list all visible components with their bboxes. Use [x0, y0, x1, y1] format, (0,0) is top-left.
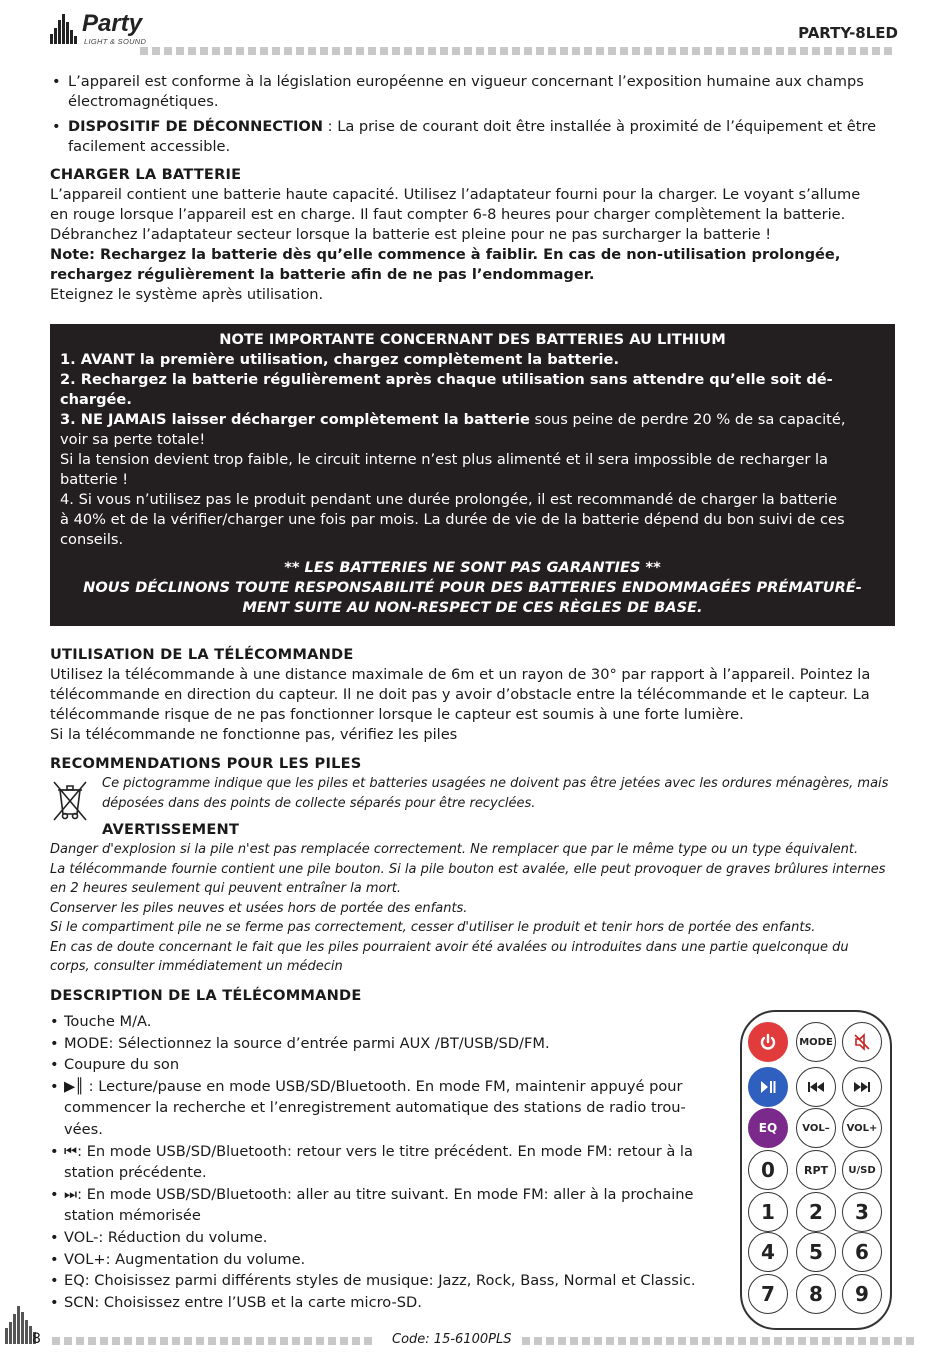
divider-square [184, 1337, 192, 1345]
remote-desc-line: Coupure du son [64, 1056, 180, 1074]
remote-control [740, 1010, 892, 1330]
divider-square [666, 1337, 674, 1345]
weee-text [102, 774, 907, 813]
divider-square [124, 1337, 132, 1345]
charge-line: Débranchez l’adaptateur secteur lorsque la batterie est pleine pour ne pas surcharger la batterie ! [50, 226, 772, 243]
divider-square [690, 1337, 698, 1345]
brand-subtitle: LIGHT & SOUND [84, 37, 147, 46]
divider-square [692, 47, 700, 55]
charge-note: rechargez régulièrement la batterie afin de ne pas l’endommager. [50, 266, 595, 283]
power-icon [759, 1033, 777, 1051]
divider-square [558, 1337, 566, 1345]
disconnect-label: DISPOSITIF DE DÉCONNECTION [68, 118, 324, 135]
divider-square [846, 1337, 854, 1345]
divider-square [654, 1337, 662, 1345]
list-item: • EQ: Choisissez parmi différents styles de musique: Jazz, Rock, Bass, Normal et Classic. [50, 1270, 730, 1292]
remote-desc-line: ▶║ : Lecture/pause en mode USB/SD/Bluetooth. En mode FM, maintenir appuyé pour [64, 1077, 683, 1095]
divider-square [584, 47, 592, 55]
divider-square [200, 47, 208, 55]
eq-button: EQ [748, 1108, 788, 1148]
divider-square [872, 47, 880, 55]
divider-square [232, 1337, 240, 1345]
divider-square [594, 1337, 602, 1345]
lithium-item-1: 1. AVANT la première utilisation, chargez complètement la batterie. [60, 351, 619, 368]
warning-line: En cas de doute concernant le fait que les piles pourraient avoir été avalées ou introduites dans une partie quelconque du [50, 939, 849, 955]
list-item: • ▶║ : Lecture/pause en mode USB/SD/Bluetooth. En mode FM, maintenir appuyé pour commencer la recherche et l’enregistrement automatique des stations de radio trou- vées. [50, 1076, 730, 1141]
divider-square [140, 47, 148, 55]
divider-square [596, 47, 604, 55]
mute-button [842, 1022, 882, 1062]
divider-square [606, 1337, 614, 1345]
remote-desc-line: ⏭: En mode USB/SD/Bluetooth: aller au titre suivant. En mode FM: aller à la prochaine [64, 1185, 694, 1203]
list-item: • DISPOSITIF DE DÉCONNECTION : La prise de courant doit être installée à proximité de l’équipement et être facilement accessible. [52, 118, 877, 155]
divider-square [392, 47, 400, 55]
divider-square [572, 47, 580, 55]
remote-desc-line: MODE: Sélectionnez la source d’entrée parmi AUX /BT/USB/SD/FM. [64, 1034, 550, 1052]
divider-square [248, 47, 256, 55]
divider-square [404, 47, 412, 55]
divider-square [320, 47, 328, 55]
divider-square [352, 1337, 360, 1345]
digit-7-button: 7 [748, 1274, 788, 1314]
divider-square [762, 1337, 770, 1345]
play-pause-icon [759, 1080, 777, 1094]
lithium-note-title: NOTE IMPORTANTE CONCERNANT DES BATTERIES AU LITHIUM [219, 331, 726, 348]
list-item: • SCN: Choisissez entre l’USB et la carte micro-SD. [50, 1292, 730, 1314]
divider-square [776, 47, 784, 55]
brand-logo [50, 10, 150, 48]
divider-square [774, 1337, 782, 1345]
divider-square [148, 1337, 156, 1345]
divider-square [522, 1337, 530, 1345]
warning-line: Conserver les piles neuves et usées hors de portée des enfants. [50, 900, 468, 916]
divider-square [738, 1337, 746, 1345]
divider-square [152, 47, 160, 55]
divider-square [726, 1337, 734, 1345]
remote-desc-line: ⏮: En mode USB/SD/Bluetooth: retour vers le titre précédent. En mode FM: retour à la [64, 1142, 693, 1160]
divider-square [308, 47, 316, 55]
divider-square [560, 47, 568, 55]
divider-square [172, 1337, 180, 1345]
divider-square [356, 47, 364, 55]
charge-last-line: Eteignez le système après utilisation. [50, 286, 324, 303]
divider-square [678, 1337, 686, 1345]
divider-square [464, 47, 472, 55]
divider-square [176, 47, 184, 55]
remote-desc-line: commencer la recherche et l’enregistrement automatique des stations de radio trou- [64, 1099, 686, 1117]
divider-square [704, 47, 712, 55]
divider-square [452, 47, 460, 55]
divider-square [788, 47, 796, 55]
warning-line: La télécommande fournie contient une pile bouton. Si la pile bouton est avalée, elle peut provoquer de graves brûlures internes [50, 861, 886, 877]
page-number: 8 [32, 1331, 41, 1347]
list-item: • Touche M/A. [50, 1011, 730, 1033]
divider-square [64, 1337, 72, 1345]
digit-4-button: 4 [748, 1232, 788, 1272]
divider-square [810, 1337, 818, 1345]
divider-square [212, 47, 220, 55]
divider-square [272, 47, 280, 55]
divider-square [224, 47, 232, 55]
divider-square [642, 1337, 650, 1345]
digit-6-button: 6 [842, 1232, 882, 1272]
divider-square [112, 1337, 120, 1345]
footer-divider-right [522, 1337, 914, 1345]
lithium-tension-cont: batterie ! [60, 471, 129, 488]
warning-title: AVERTISSEMENT [102, 821, 240, 838]
header-divider [140, 47, 892, 55]
lithium-item-3: sous peine de perdre 20 % de sa capacité, [529, 411, 846, 428]
divider-square [582, 1337, 590, 1345]
divider-square [716, 47, 724, 55]
digit-8-button: 8 [796, 1274, 836, 1314]
divider-square [344, 47, 352, 55]
charge-line: en rouge lorsque l’appareil est en charge. Il faut compter 6-8 heures pour charger complètement la batterie. [50, 206, 846, 223]
divider-square [364, 1337, 372, 1345]
remote-use-title: UTILISATION DE LA TÉLÉCOMMANDE [50, 646, 354, 663]
divider-square [786, 1337, 794, 1345]
divider-square [882, 1337, 890, 1345]
divider-square [316, 1337, 324, 1345]
divider-square [546, 1337, 554, 1345]
remote-use-line: télécommande en direction du capteur. Il ne doit pas y avoir d’obstacle entre la télécommande et le capteur. La [50, 686, 870, 703]
lithium-item-4-end: conseils. [60, 531, 124, 548]
divider-square [834, 1337, 842, 1345]
remote-desc-title: DESCRIPTION DE LA TÉLÉCOMMANDE [50, 987, 362, 1004]
weee-bin-icon [50, 778, 90, 826]
list-item: • ⏮: En mode USB/SD/Bluetooth: retour vers le titre précédent. En mode FM: retour à la station précédente. [50, 1141, 730, 1184]
divider-square [220, 1337, 228, 1345]
divider-square [750, 1337, 758, 1345]
divider-square [644, 47, 652, 55]
footer-code: Code: 15-6100PLS [392, 1332, 512, 1347]
remote-desc-line: Touche M/A. [64, 1013, 152, 1030]
divider-square [296, 47, 304, 55]
divider-square [714, 1337, 722, 1345]
list-item: • ⏭: En mode USB/SD/Bluetooth: aller au titre suivant. En mode FM: aller à la prochaine station mémorisée [50, 1184, 730, 1227]
remote-use-line: Si la télécommande ne fonctionne pas, vérifiez les piles [50, 726, 458, 743]
charge-note: Note: Rechargez la batterie dès qu’elle commence à faiblir. En cas de non-utilisation prolongée, [50, 246, 841, 263]
lithium-item-2: 2. Rechargez la batterie régulièrement après chaque utilisation sans attendre qu’elle soit dé- [60, 371, 833, 388]
remote-use-section [50, 645, 910, 745]
digit-2-button: 2 [796, 1192, 836, 1232]
divider-square [702, 1337, 710, 1345]
model-title: PARTY-8LED [798, 24, 898, 42]
disconnect-text: : La prise de courant doit être installée à proximité de l’équipement et être facilement accessible. [68, 118, 877, 155]
warning-text [50, 840, 910, 977]
divider-square [328, 1337, 336, 1345]
previous-button [796, 1067, 836, 1107]
remote-desc-line: station mémorisée [64, 1207, 201, 1225]
next-button [842, 1067, 882, 1107]
warning-line: en 2 heures seulement qui peuvent entraîner la mort. [50, 881, 402, 896]
previous-icon [807, 1081, 825, 1093]
lithium-item-4: 4. Si vous n’utilisez pas le produit pendant une durée prolongée, il est recommandé de charger la batterie [60, 491, 838, 508]
list-item: • MODE: Sélectionnez la source d’entrée parmi AUX /BT/USB/SD/FM. [50, 1033, 730, 1055]
divider-square [52, 1337, 60, 1345]
footer-divider-left [52, 1337, 372, 1345]
list-item: • VOL-: Réduction du volume. [50, 1227, 730, 1249]
power-button [748, 1022, 788, 1062]
piles-title: RECOMMENDATIONS POUR LES PILES [50, 755, 362, 772]
divider-square [284, 47, 292, 55]
divider-square [368, 47, 376, 55]
lithium-item-3-cont: voir sa perte totale! [60, 431, 206, 448]
divider-square [524, 47, 532, 55]
lithium-item-2-cont: chargée. [60, 391, 132, 408]
weee-line: Ce pictogramme indique que les piles et batteries usagées ne doivent pas être jetées avec les ordures ménagères, mais [102, 776, 889, 791]
divider-square [380, 47, 388, 55]
divider-square [244, 1337, 252, 1345]
charge-section [50, 165, 910, 305]
divider-square [536, 47, 544, 55]
mode-button: MODE [796, 1022, 836, 1062]
play-pause-button [748, 1067, 788, 1107]
divider-square [680, 47, 688, 55]
charge-line: L’appareil contient une batterie haute capacité. Utilisez l’adaptateur fourni pour la charger. Le voyant s’allume [50, 186, 861, 203]
divider-square [570, 1337, 578, 1345]
divider-square [136, 1337, 144, 1345]
divider-square [894, 1337, 902, 1345]
divider-square [822, 1337, 830, 1345]
divider-square [88, 1337, 96, 1345]
divider-square [512, 47, 520, 55]
next-icon [853, 1081, 871, 1093]
intro-bullets [52, 72, 902, 157]
divider-square [488, 47, 496, 55]
divider-square [620, 47, 628, 55]
divider-square [428, 47, 436, 55]
divider-square [304, 1337, 312, 1345]
divider-square [824, 47, 832, 55]
divider-square [812, 47, 820, 55]
lithium-warning-2: NOUS DÉCLINONS TOUTE RESPONSABILITÉ POUR DES BATTERIES ENDOMMAGÉES PRÉMATURÉ- [83, 579, 862, 596]
divider-square [860, 47, 868, 55]
vol-minus-button: VOL– [796, 1108, 836, 1148]
divider-square [630, 1337, 638, 1345]
divider-square [534, 1337, 542, 1345]
list-item: • L’appareil est conforme à la législation européenne en vigueur concernant l’exposition humaine aux champs électromagnétiques. [52, 72, 902, 112]
remote-desc-list [50, 1011, 730, 1313]
divider-square [858, 1337, 866, 1345]
divider-square [100, 1337, 108, 1345]
digit-1-button: 1 [748, 1192, 788, 1232]
divider-square [256, 1337, 264, 1345]
divider-square [440, 47, 448, 55]
mute-icon [853, 1033, 871, 1051]
warning-line: Si le compartiment pile ne se ferme pas correctement, cesser d'utiliser le produit et tenir hors de portée des enfants. [50, 920, 816, 935]
divider-square [668, 47, 676, 55]
remote-use-line: Utilisez la télécommande à une distance maximale de 6m et un rayon de 30° par rapport à l’appareil. Pointez la [50, 666, 871, 683]
digit-3-button: 3 [842, 1192, 882, 1232]
divider-square [870, 1337, 878, 1345]
divider-square [764, 47, 772, 55]
vol-plus-button: VOL+ [842, 1108, 882, 1148]
divider-square [332, 47, 340, 55]
remote-desc-line: station précédente. [64, 1164, 207, 1182]
list-item: • Coupure du son [50, 1054, 730, 1076]
usb-sd-button: U/SD [842, 1150, 882, 1190]
divider-square [208, 1337, 216, 1345]
digit-9-button: 9 [842, 1274, 882, 1314]
divider-square [196, 1337, 204, 1345]
lithium-item-3-bold: 3. NE JAMAIS laisser décharger complètement la batterie [60, 411, 530, 428]
divider-square [260, 47, 268, 55]
divider-square [416, 47, 424, 55]
divider-square [632, 47, 640, 55]
digit-5-button: 5 [796, 1232, 836, 1272]
remote-desc-line: SCN: Choisissez entre l’USB et la carte micro-SD. [64, 1293, 422, 1311]
repeat-button: RPT [796, 1150, 836, 1190]
divider-square [906, 1337, 914, 1345]
divider-square [798, 1337, 806, 1345]
divider-square [76, 1337, 84, 1345]
lithium-warning-1: ** LES BATTERIES NE SONT PAS GARANTIES ** [284, 559, 661, 576]
charge-title: CHARGER LA BATTERIE [50, 166, 242, 183]
warning-line: Danger d'explosion si la pile n'est pas remplacée correctement. Ne remplacer que par le même type ou un type équivalent. [50, 842, 859, 857]
remote-use-line: télécommande risque de ne pas fonctionner lorsque le capteur est soumis à une forte lumière. [50, 706, 744, 723]
digit-0-button: 0 [748, 1150, 788, 1190]
divider-square [618, 1337, 626, 1345]
divider-square [752, 47, 760, 55]
remote-desc-line: VOL+: Augmentation du volume. [64, 1250, 306, 1268]
lithium-tension: Si la tension devient trop faible, le circuit interne n’est plus alimenté et il sera impossible de recharger la [60, 451, 828, 468]
divider-square [164, 47, 172, 55]
weee-line: déposées dans des points de collecte séparés pour être recyclées. [102, 795, 536, 811]
divider-square [800, 47, 808, 55]
list-item: • VOL+: Augmentation du volume. [50, 1249, 730, 1271]
lithium-note-box [50, 324, 895, 626]
divider-square [476, 47, 484, 55]
remote-desc-line: VOL-: Réduction du volume. [64, 1228, 268, 1246]
divider-square [848, 47, 856, 55]
lithium-warning-3: MENT SUITE AU NON-RESPECT DE CES RÈGLES DE BASE. [242, 599, 703, 616]
divider-square [160, 1337, 168, 1345]
divider-square [292, 1337, 300, 1345]
divider-square [548, 47, 556, 55]
divider-square [656, 47, 664, 55]
remote-desc-line: vées. [64, 1120, 103, 1138]
divider-square [500, 47, 508, 55]
divider-square [836, 47, 844, 55]
divider-square [280, 1337, 288, 1345]
divider-square [608, 47, 616, 55]
divider-square [340, 1337, 348, 1345]
divider-square [268, 1337, 276, 1345]
intro-bullet-1: L’appareil est conforme à la législation européenne en vigueur concernant l’exposition humaine aux champs électromagnétiques. [68, 73, 864, 110]
divider-square [884, 47, 892, 55]
divider-square [740, 47, 748, 55]
remote-desc-line: EQ: Choisissez parmi différents styles de musique: Jazz, Rock, Bass, Normal et Classic. [64, 1272, 696, 1290]
lithium-item-4-cont: à 40% et de la vérifier/charger une fois par mois. La durée de vie de la batterie dépend du bon suivi de ces [60, 511, 845, 528]
warning-line: corps, consulter immédiatement un médecin [50, 959, 343, 974]
divider-square [728, 47, 736, 55]
divider-square [236, 47, 244, 55]
brand-name: Party [82, 10, 143, 37]
divider-square [188, 47, 196, 55]
